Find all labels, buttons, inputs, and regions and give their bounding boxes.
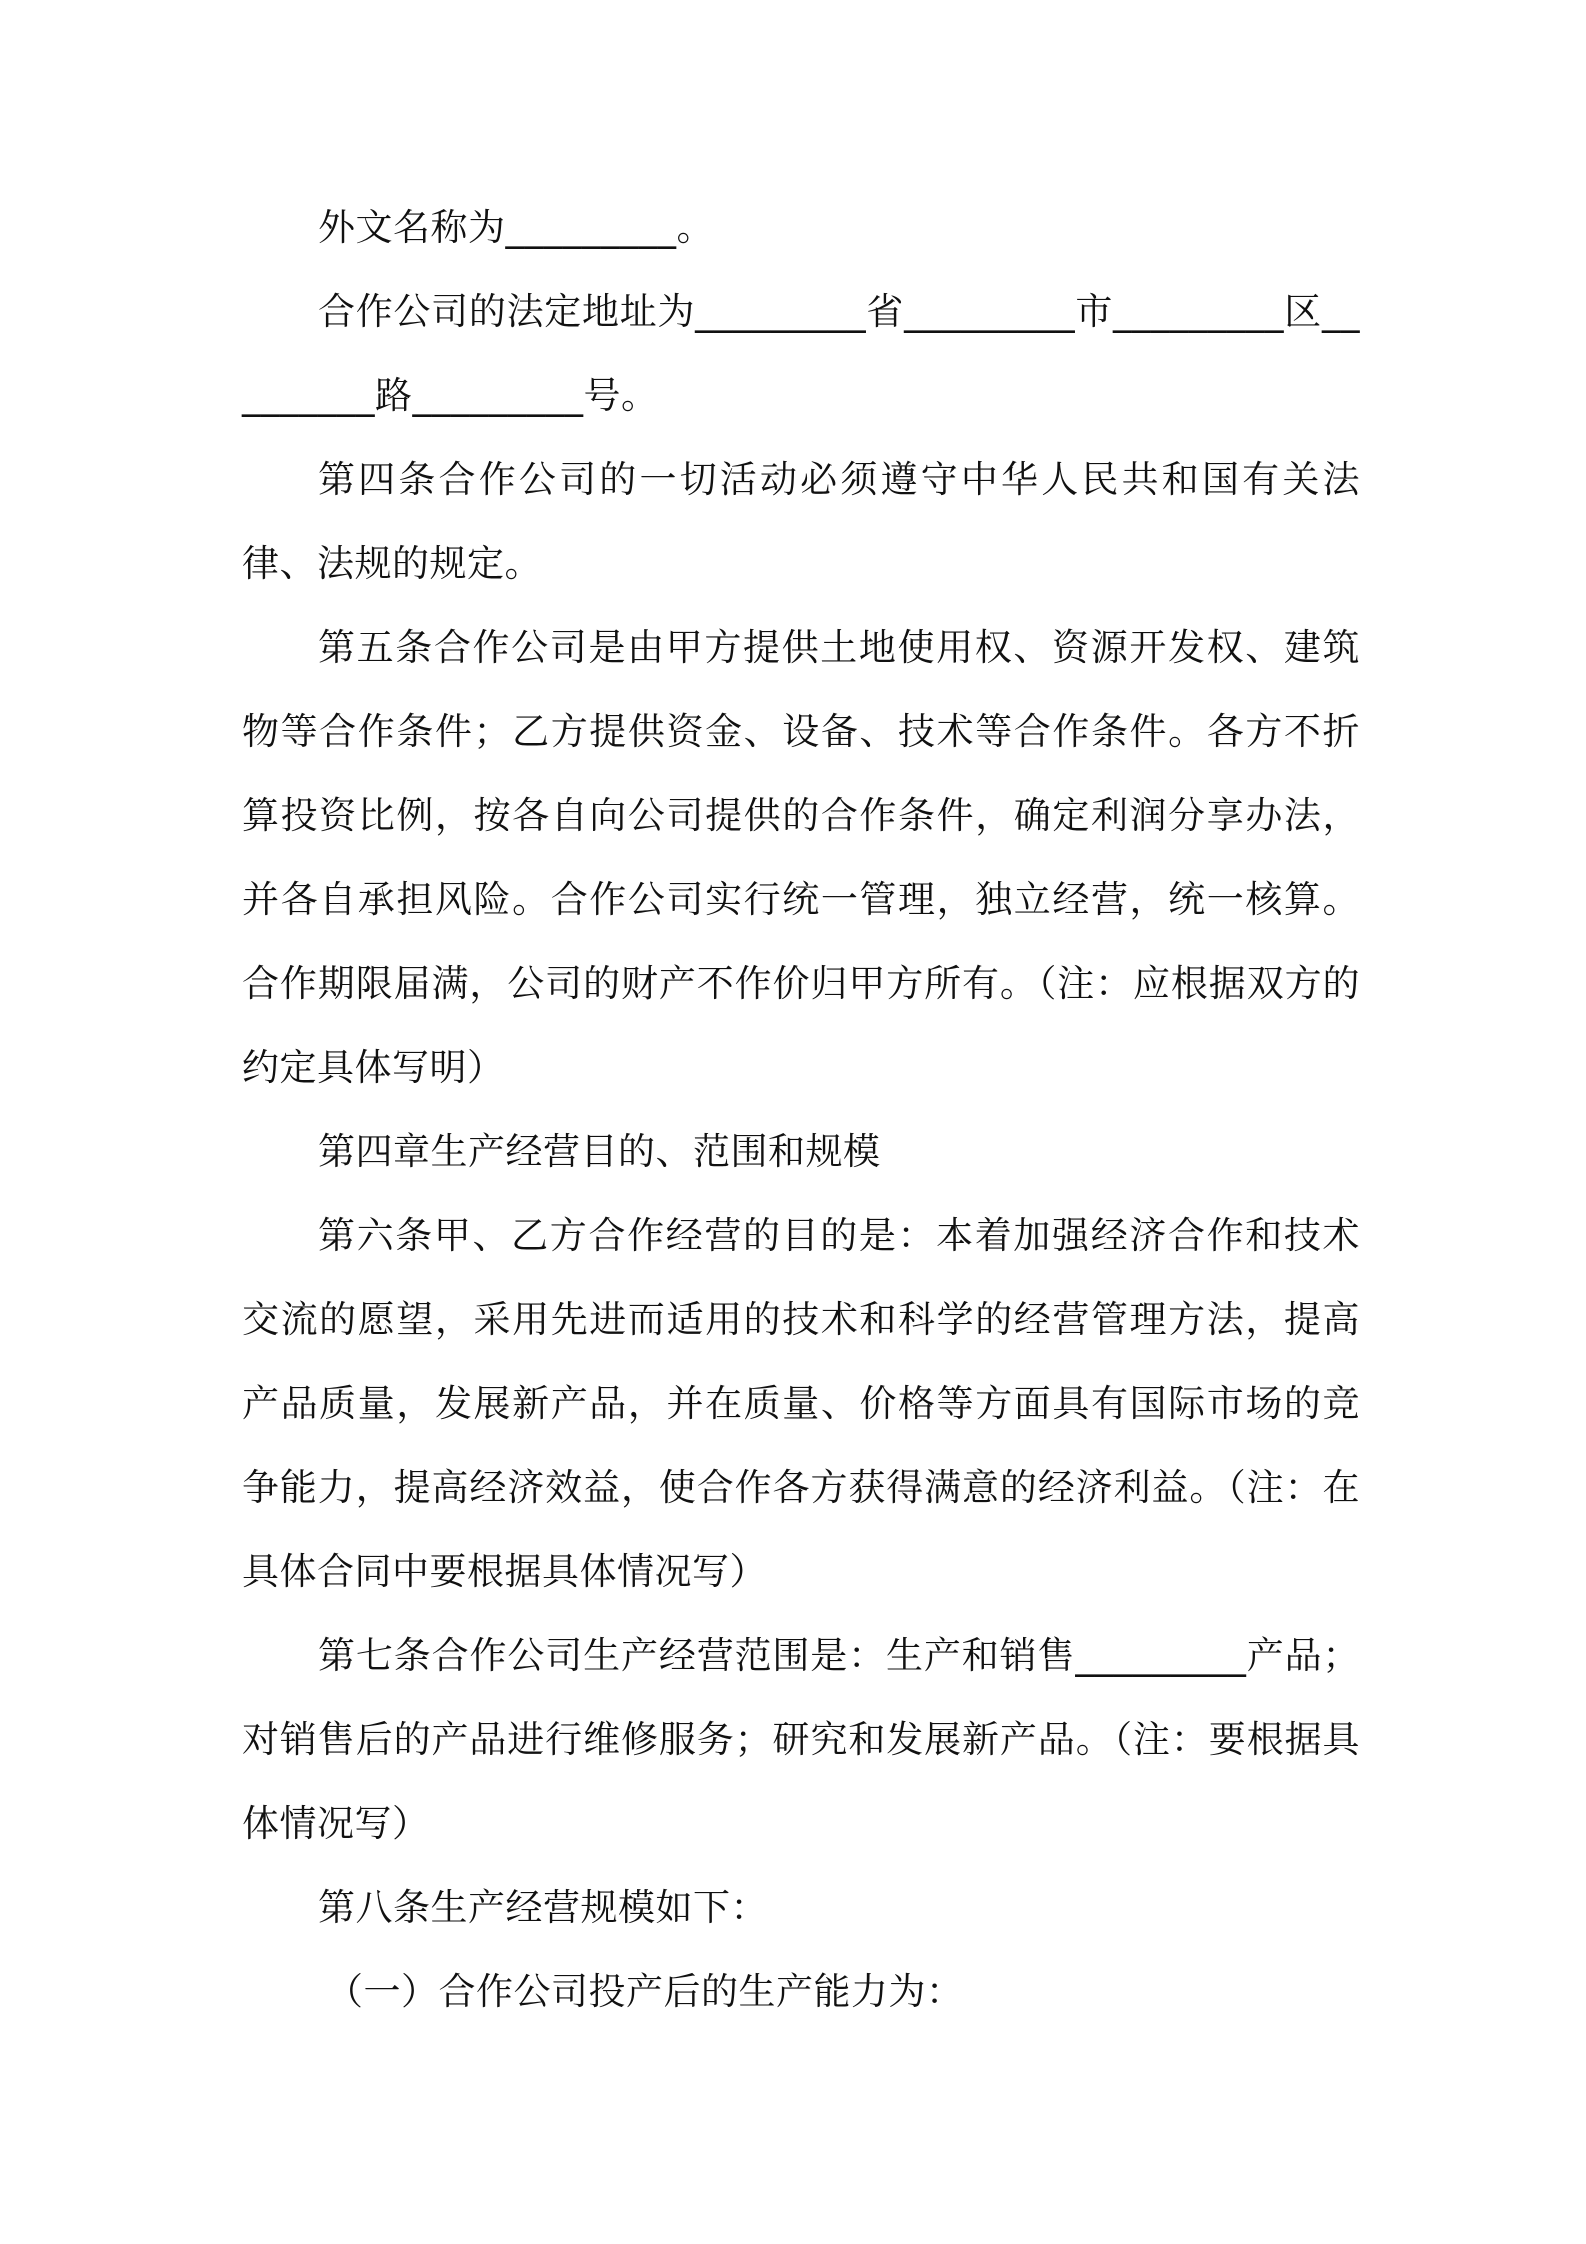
chapter-heading-4: 第四章生产经营目的、范围和规模 [318, 1130, 881, 1173]
paragraph-article-4: 第四条合作公司的一切活动必须遵守中华人民共和国有关法律、法规的规定。 [242, 458, 1360, 585]
paragraph-foreign-name: 外文名称为_________。 [318, 206, 714, 249]
paragraph-article-7: 第七条合作公司生产经营范围是：生产和销售_________产品；对销售后的产品进行维修服务；研究和发展新产品。（注：要根据具体情况写） [242, 1634, 1360, 1845]
paragraph-legal-address: 合作公司的法定地址为_________省_________市_________区_________路_________号。 [242, 290, 1360, 417]
paragraph-article-6: 第六条甲、乙方合作经营的目的是：本着加强经济合作和技术交流的愿望，采用先进而适用的技术和科学的经营管理方法，提高产品质量，发展新产品，并在质量、价格等方面具有国际市场的竞争能力，提高经济效益，使合作各方获得满意的经济利益。（注：在具体合同中要根据具体情况写） [242, 1214, 1360, 1593]
document-body [242, 186, 1360, 2034]
paragraph-article-5: 第五条合作公司是由甲方提供土地使用权、资源开发权、建筑物等合作条件；乙方提供资金、设备、技术等合作条件。各方不折算投资比例，按各自向公司提供的合作条件，确定利润分享办法，并各自承担风险。合作公司实行统一管理，独立经营，统一核算。合作期限届满，公司的财产不作价归甲方所有。（注：应根据双方的约定具体写明） [242, 626, 1360, 1089]
list-item-1: （一）合作公司投产后的生产能力为： [326, 1970, 964, 2013]
paragraph-article-8: 第八条生产经营规模如下： [318, 1886, 768, 1929]
